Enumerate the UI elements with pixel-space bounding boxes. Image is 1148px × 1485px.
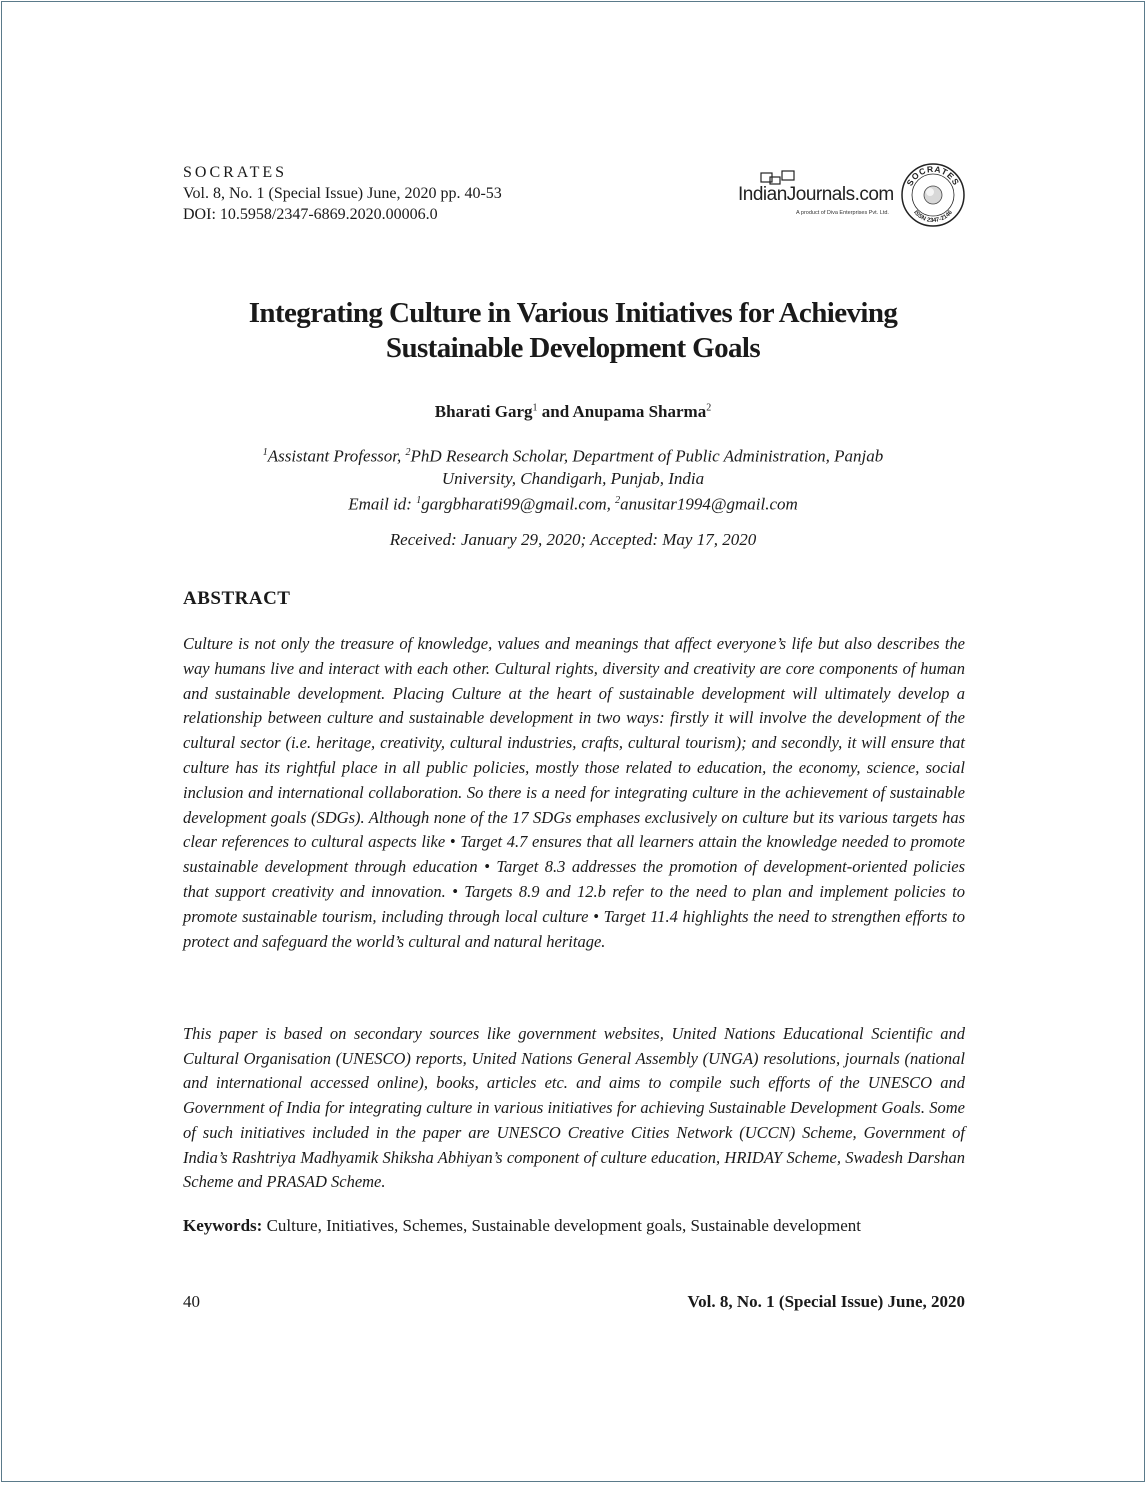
- abstract-heading: ABSTRACT: [183, 588, 291, 609]
- author-2-sup: 2: [706, 402, 712, 414]
- email-sup-2: 2: [615, 494, 621, 506]
- seal-bottom-text: ISSN 2347-2146: [912, 209, 954, 225]
- keywords-text: Culture, Initiatives, Schemes, Sustainable development goals, Sustainable development: [262, 1216, 861, 1235]
- publisher-tagline: A product of Diva Enterprises Pvt. Ltd.: [796, 210, 889, 216]
- journal-header: [183, 162, 502, 225]
- email-line: [200, 490, 946, 516]
- title-line-1: Integrating Culture in Various Initiatives for Achieving: [248, 297, 898, 329]
- volume-line: Vol. 8, No. 1 (Special Issue) June, 2020 pp. 40-53: [183, 185, 502, 202]
- paper-title: [183, 296, 963, 366]
- journal-name: SOCRATES: [183, 164, 288, 181]
- author-1: Bharati Garg: [434, 402, 533, 421]
- received-accepted-dates: Received: January 29, 2020; Accepted: May 17, 2020: [389, 530, 757, 549]
- publisher-logo: [736, 162, 968, 230]
- email-sup-1: 1: [416, 494, 422, 506]
- seal-top-text: SOCRATES: [904, 163, 962, 188]
- keywords: [183, 1216, 965, 1236]
- journal-seal-icon: [900, 162, 966, 228]
- abstract-paragraph-2: This paper is based on secondary sources like government websites, United Nations Educational Scientific and Cultural Organisation (UNESCO) reports, United Nations General Assembly (UNGA) resolutions, journals (national and international accessed online), books, articles etc. and aims to compile such efforts of the UNESCO and Government of India for integrating culture in various initiatives for achieving Sustainable Development Goals. Some of such initiatives included in the paper are UNESCO Creative Cities Network (UCCN) Scheme, Government of India’s Rashtriya Madhyamik Shiksha Abhiyan’s component of culture education, HRIDAY Scheme, Swadesh Darshan Scheme and PRASAD Scheme.: [183, 1024, 965, 1192]
- author-2: Anupama Sharma: [572, 402, 707, 421]
- affil-sup-1: 1: [262, 447, 268, 458]
- affil-sup-2: 2: [405, 447, 411, 458]
- footer-volume: Vol. 8, No. 1 (Special Issue) June, 2020: [687, 1292, 965, 1311]
- email-2: anusitar1994@gmail.com: [620, 494, 798, 514]
- authors: [183, 402, 963, 422]
- doi-line: DOI: 10.5958/2347-6869.2020.00006.0: [183, 206, 438, 223]
- affil-role-2: PhD Research Scholar, Department of Public Administration, Panjab: [410, 446, 884, 466]
- author-connector: and: [537, 402, 573, 421]
- email-prefix: Email id:: [348, 494, 417, 514]
- abstract-paragraph-1: Culture is not only the treasure of knowledge, values and meanings that affect everyone’s life but also describes the way humans live and interact with each other. Cultural rights, diversity and creativity are core components of human and sustainable development. Placing Culture at the heart of sustainable development will ultimately develop a relationship between culture and sustainable development in two ways: firstly it will involve the development of the cultural sector (i.e. heritage, creativity, cultural industries, crafts, cultural tourism); and secondly, it will ensure that culture has its rightful place in all public policies, mostly those related to education, the economy, science, social inclusion and international collaboration. So there is a need for integrating culture in the achievement of sustainable development goals (SDGs). Although none of the 17 SDGs emphases exclusively on culture but its various targets has clear references to cultural aspects like • Target 4.7 ensures that all learners attain the knowledge needed to promote sustainable development through education • Target 8.3 addresses the promotion of development-oriented policies that support creativity and innovation. • Targets 8.9 and 12.b refer to the need to plan and implement policies to promote sustainable tourism, including through local culture • Target 11.4 highlights the need to strengthen efforts to protect and safeguard the world’s cultural and natural heritage.: [183, 634, 965, 951]
- author-1-sup: 1: [532, 402, 538, 414]
- keywords-label: Keywords:: [183, 1216, 263, 1235]
- email-1: gargbharati99@gmail.com,: [421, 494, 616, 514]
- page-number: 40: [183, 1292, 200, 1311]
- affiliation-line-1: [200, 442, 946, 468]
- affiliation-line-2: University, Chandigarh, Punjab, India: [441, 468, 705, 488]
- publisher-name: IndianJournals.com: [738, 184, 894, 205]
- affiliation: [200, 442, 946, 515]
- title-line-2: Sustainable Development Goals: [385, 332, 761, 364]
- affil-role-1: Assistant Professor,: [267, 446, 406, 466]
